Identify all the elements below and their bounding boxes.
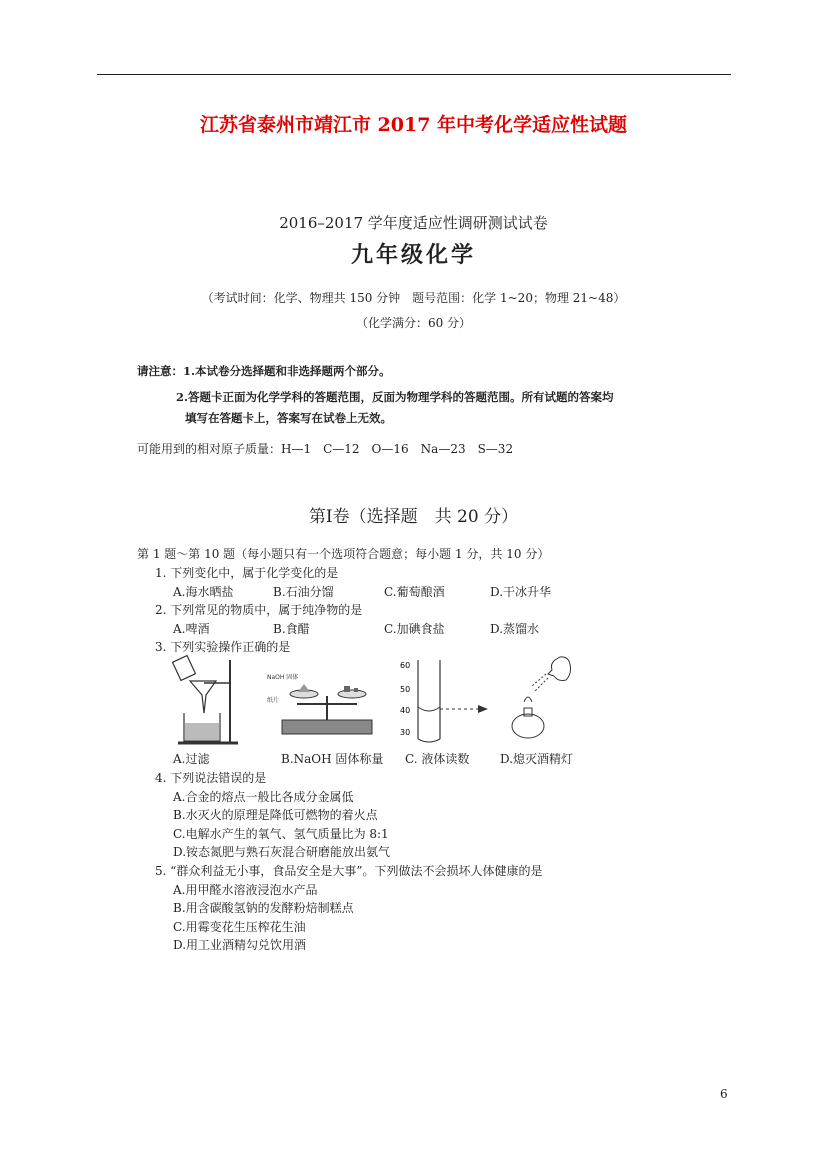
q3-caption-b: B.NaOH 固体称量 <box>281 752 384 766</box>
tick-60: 60 <box>400 661 411 670</box>
tick-40: 40 <box>400 706 411 715</box>
naoh-label: NaOH 固体 <box>267 674 299 681</box>
score-info: （化学满分：60 分） <box>355 316 472 330</box>
q4-option-c: C.电解水产生的氧气、氢气质量比为 8:1 <box>173 827 389 841</box>
q4-option-d: D.铵态氮肥与熟石灰混合研磨能放出氨气 <box>173 845 391 859</box>
q2-option-c: C.加碘食盐 <box>384 622 445 636</box>
q1-option-b: B.石油分馏 <box>273 585 334 599</box>
tick-50: 50 <box>400 685 411 694</box>
q2-option-d: D.蒸馏水 <box>490 622 540 636</box>
paper-label: 纸片 <box>267 697 280 704</box>
q2-option-b: B.食醋 <box>273 622 310 636</box>
q5-option-a: A.用甲醛水溶液浸泡水产品 <box>173 883 318 897</box>
document-title: 江苏省泰州市靖江市 2017 年中考化学适应性试题 <box>199 114 628 136</box>
header-rule <box>97 74 731 75</box>
alcohol-lamp-figure <box>510 652 590 747</box>
section-instruction: 第 1 题～第 10 题（每小题只有一个选项符合题意；每小题 1 分，共 10 分） <box>137 547 550 561</box>
atomic-masses: 可能用到的相对原子质量：H—1 C—12 O—16 Na—23 S—32 <box>137 442 514 456</box>
q5-option-c: C.用霉变花生压榨花生油 <box>173 920 306 934</box>
q5-option-b: B.用含碳酸氢钠的发酵粉焙制糕点 <box>173 901 354 915</box>
q4-option-b: B.水灭火的原理是降低可燃物的着火点 <box>173 808 378 822</box>
q4-stem: 4. 下列说法错误的是 <box>155 771 267 785</box>
exam-subtitle: 2016–2017 学年度适应性调研测试试卷 <box>279 214 548 232</box>
q2-option-a: A.啤酒 <box>173 622 210 636</box>
subject-title: 九年级化学 <box>350 242 476 268</box>
exam-info: （考试时间：化学、物理共 150 分钟 题号范围：化学 1~20；物理 21~48） <box>201 291 626 305</box>
balance-figure <box>262 652 378 744</box>
q1-option-c: C.葡萄酿酒 <box>384 585 445 599</box>
section-title: 第Ⅰ卷（选择题 共 20 分） <box>308 507 519 527</box>
tick-30: 30 <box>400 728 411 737</box>
cylinder-figure <box>400 655 500 745</box>
page-number: 6 <box>720 1087 728 1101</box>
notice-line-1: 请注意：1.本试卷分选择题和非选择题两个部分。 <box>137 364 391 378</box>
q3-caption-d: D.熄灭酒精灯 <box>500 752 574 766</box>
q3-caption-a: A.过滤 <box>173 752 210 766</box>
filtration-figure <box>168 655 243 747</box>
q1-option-d: D.干冰升华 <box>490 585 552 599</box>
q5-stem: 5. “群众利益无小事，食品安全是大事”。下列做法不会损坏人体健康的是 <box>155 864 543 878</box>
q3-stem: 3. 下列实验操作正确的是 <box>155 640 291 654</box>
notice-line-2: 2.答题卡正面为化学学科的答题范围，反面为物理学科的答题范围。所有试题的答案均 <box>176 390 614 404</box>
q5-option-d: D.用工业酒精勾兑饮用酒 <box>173 938 307 952</box>
q4-option-a: A.合金的熔点一般比各成分金属低 <box>173 790 354 804</box>
q2-stem: 2. 下列常见的物质中，属于纯净物的是 <box>155 603 363 617</box>
q3-caption-c: C. 液体读数 <box>405 752 470 766</box>
q1-option-a: A.海水晒盐 <box>173 585 234 599</box>
q1-stem: 1. 下列变化中，属于化学变化的是 <box>155 566 339 580</box>
notice-line-3: 填写在答题卡上，答案写在试卷上无效。 <box>185 411 392 425</box>
